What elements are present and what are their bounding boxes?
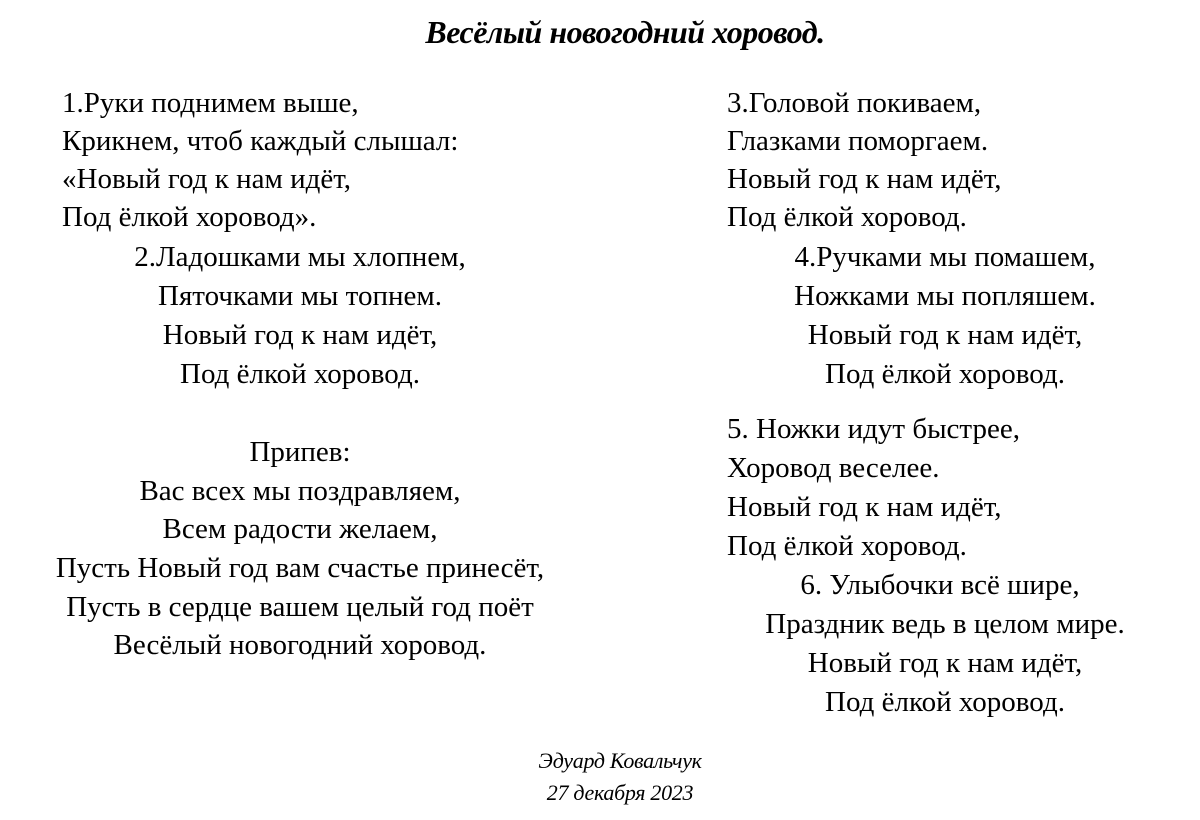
verse-2-line-1: 2.Ладошками мы хлопнем, [134,241,466,273]
verse-3-line-3: Новый год к нам идёт, [727,163,1002,195]
verse-6-line-1: 6. Улыбочки всё шире, [800,569,1080,601]
verse-2-line-2: Пяточками мы топнем. [158,280,442,312]
verse-1-line-4: Под ёлкой хоровод». [62,201,317,233]
verse-5-line-3: Новый год к нам идёт, [727,491,1002,523]
chorus-line-2: Всем радости желаем, [162,513,438,545]
verse-4-line-1: 4.Ручками мы помашем, [794,241,1096,273]
verse-4-line-4: Под ёлкой хоровод. [825,358,1065,390]
verse-6-line-4: Под ёлкой хоровод. [825,686,1065,718]
chorus-line-1: Вас всех мы поздравляем, [139,475,461,507]
signature-date: 27 декабря 2023 [546,780,694,805]
chorus-line-3: Пусть Новый год вам счастье принесёт, [55,552,545,584]
verse-5-line-1: 5. Ножки идут быстрее, [727,413,1020,445]
verse-3-line-1: 3.Головой покиваем, [727,87,982,119]
signature-author: Эдуард Ковальчук [538,748,702,773]
verse-5-line-2: Хоровод веселее. [727,452,940,484]
verse-1-line-2: Крикнем, чтоб каждый слышал: [62,125,459,157]
verse-4-line-3: Новый год к нам идёт, [807,319,1083,351]
verse-5-line-4: Под ёлкой хоровод. [727,530,967,562]
verse-4-line-2: Ножками мы попляшем. [794,280,1096,312]
verse-1-line-3: «Новый год к нам идёт, [62,163,351,195]
verse-3-line-2: Глазками поморгаем. [727,125,989,157]
poem-title: Весёлый новогодний хоровод. [425,14,825,50]
chorus-label: Припев: [249,436,351,468]
verse-2-line-3: Новый год к нам идёт, [162,319,438,351]
chorus-line-5: Весёлый новогодний хоровод. [113,629,487,661]
verse-6-line-3: Новый год к нам идёт, [807,647,1083,679]
chorus-line-4: Пусть в сердце вашем целый год поёт [66,591,534,623]
verse-6-line-2: Праздник ведь в целом мире. [765,608,1125,640]
verse-1-line-1: 1.Руки поднимем выше, [62,87,359,119]
verse-3-line-4: Под ёлкой хоровод. [727,201,967,233]
verse-2-line-4: Под ёлкой хоровод. [180,358,420,390]
